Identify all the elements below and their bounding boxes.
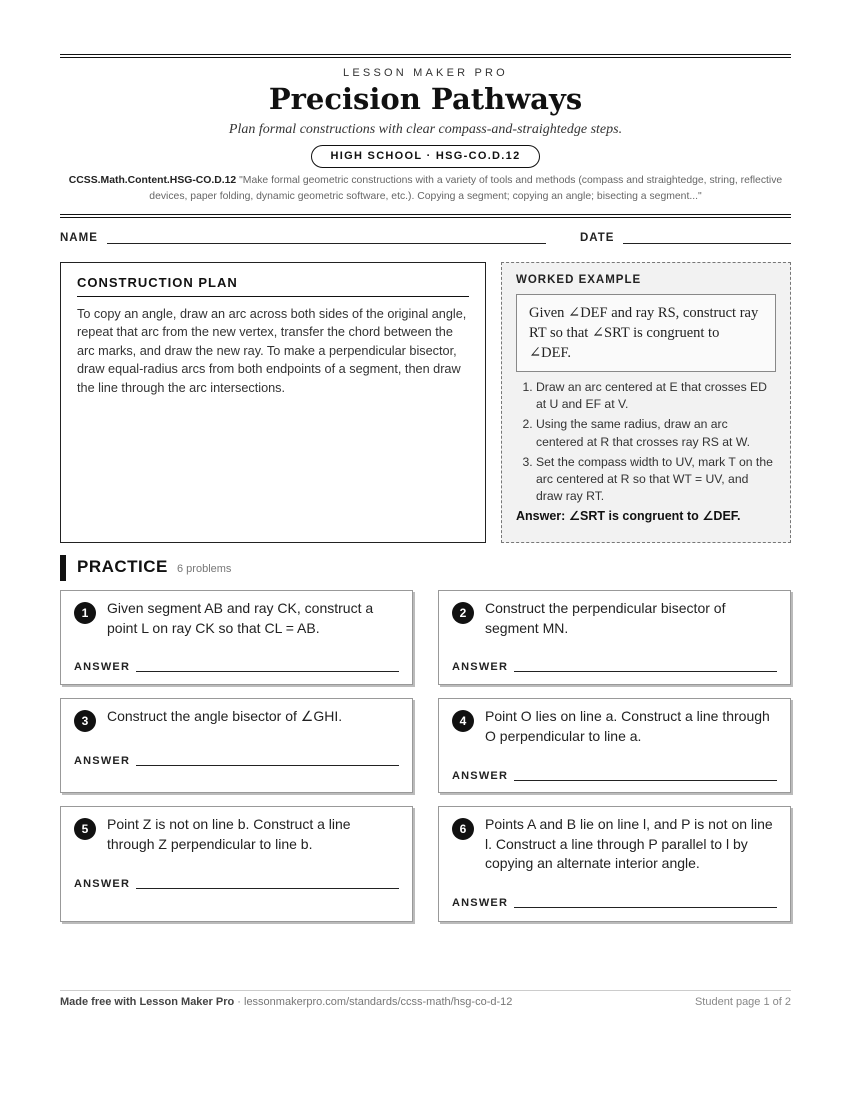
name-label: NAME — [60, 232, 98, 244]
header-rule — [60, 57, 791, 58]
standard-text: "Make formal geometric constructions with a variety of tools and methods (compass and straightedge, string, reflective devices, paper folding, dynamic geometric software, etc.). Copying a segment; copying an angle; bisecting a segment..." — [149, 175, 783, 202]
footer-credit — [60, 996, 512, 1008]
answer-label: ANSWER — [452, 770, 509, 782]
problem-card-6 — [438, 806, 791, 922]
header-divider — [60, 217, 791, 218]
problem-prompt: Given segment AB and ray CK, construct a point L on ray CK so that CL = AB. — [107, 600, 374, 636]
answer-field[interactable] — [514, 671, 777, 672]
problem-prompt: Construct the perpendicular bisector of segment MN. — [485, 600, 726, 636]
brand-label: LESSON MAKER PRO — [343, 67, 508, 79]
example-step: 2. Using the same radius, draw an arc centered at R that crosses ray RS at W. — [536, 416, 776, 450]
answer-label: ANSWER — [74, 755, 131, 767]
answer-label: ANSWER — [452, 897, 509, 909]
worked-example-steps — [516, 379, 776, 505]
problem-number: 5 — [74, 818, 96, 840]
problem-card-2 — [438, 590, 791, 685]
date-field[interactable] — [623, 243, 791, 244]
footer-brand: Made free with Lesson Maker Pro — [60, 996, 235, 1008]
construction-plan-title: CONSTRUCTION PLAN — [77, 275, 469, 297]
worked-example-answer: Answer: ∠SRT is congruent to ∠DEF. — [516, 509, 741, 524]
problem-number: 3 — [74, 710, 96, 732]
page-title: Precision Pathways — [268, 82, 583, 116]
problem-number: 2 — [452, 602, 474, 624]
practice-accent-bar — [60, 555, 66, 581]
answer-label: ANSWER — [74, 878, 131, 890]
worksheet-page — [60, 0, 791, 1100]
answer-label: ANSWER — [452, 661, 509, 673]
problem-card-1 — [60, 590, 413, 685]
construction-plan-text: To copy an angle, draw an arc across both sides of the original angle, repeat that arc from the new vertex, transfer the chord between the arc marks, and draw the new ray. To make a perpendicular bisector, draw equal-radius arcs from both endpoints of a segment, then draw the line through the arc intersections. — [77, 307, 467, 395]
practice-count: 6 problems — [177, 563, 232, 575]
problem-prompt: Point Z is not on line b. Construct a line through Z perpendicular to line b. — [107, 816, 351, 852]
example-step: 3. Set the compass width to UV, mark T on the arc centered at R so that WT = UV, and draw ray RT. — [536, 454, 776, 506]
date-label: DATE — [580, 232, 615, 244]
example-step: 1. Draw an arc centered at E that crosses ED at U and EF at V. — [536, 379, 776, 413]
problem-prompt: Point O lies on line a. Construct a line through O perpendicular to line a. — [485, 708, 770, 744]
problem-card-3 — [60, 698, 413, 793]
page-subtitle: Plan formal constructions with clear compass-and-straightedge steps. — [228, 122, 623, 137]
construction-plan-panel — [60, 262, 486, 543]
footer-url[interactable]: · lessonmakerpro.com/standards/ccss-math/hsg-co-d-12 — [234, 996, 513, 1008]
header-rule — [60, 54, 791, 55]
problem-prompt: Points A and B lie on line l, and P is not on line l. Construct a line through P parallel to l by copying an alternate interior angle. — [485, 816, 773, 871]
header-divider — [60, 214, 791, 215]
worked-example-panel — [501, 262, 791, 543]
answer-field[interactable] — [136, 765, 399, 766]
answer-field[interactable] — [514, 907, 777, 908]
name-field[interactable] — [107, 243, 546, 244]
worked-example-title: WORKED EXAMPLE — [516, 274, 642, 286]
answer-field[interactable] — [514, 780, 777, 781]
problem-number: 1 — [74, 602, 96, 624]
problem-prompt: Construct the angle bisector of ∠GHI. — [107, 708, 343, 724]
page-number: Student page 1 of 2 — [694, 996, 791, 1008]
grade-badge: HIGH SCHOOL · HSG-CO.D.12 — [311, 145, 540, 168]
problem-card-4 — [438, 698, 791, 793]
answer-label: ANSWER — [74, 661, 131, 673]
answer-field[interactable] — [136, 671, 399, 672]
standard-description — [60, 173, 791, 205]
worked-example-given: Given ∠DEF and ray RS, construct ray RT so that ∠SRT is congruent to ∠DEF. — [516, 294, 776, 372]
problem-number: 6 — [452, 818, 474, 840]
problem-card-5 — [60, 806, 413, 922]
practice-heading: PRACTICE — [77, 557, 168, 576]
standard-code: CCSS.Math.Content.HSG-CO.D.12 — [68, 175, 237, 186]
footer-rule — [60, 990, 791, 991]
problem-number: 4 — [452, 710, 474, 732]
answer-field[interactable] — [136, 888, 399, 889]
